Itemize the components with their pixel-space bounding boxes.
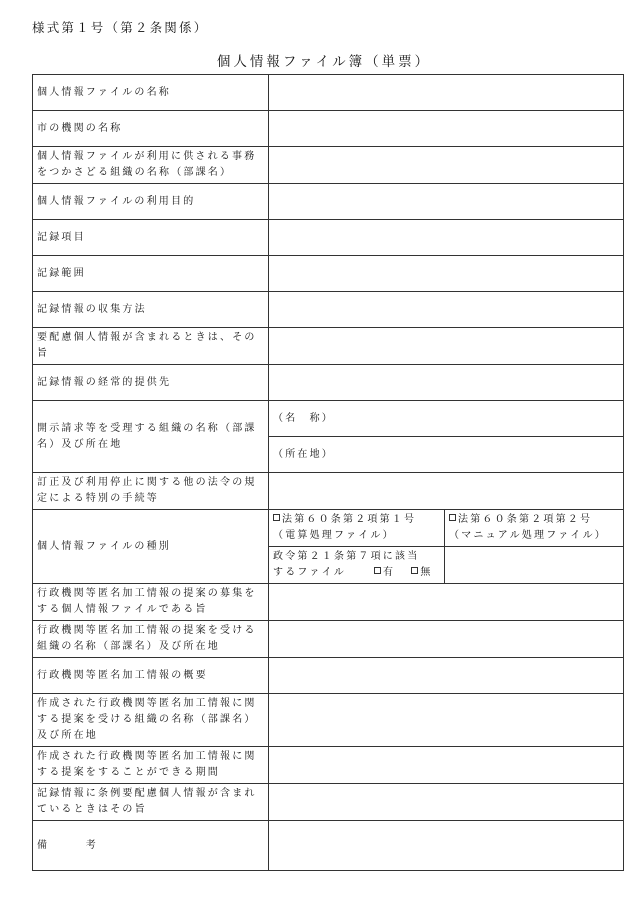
value-proposal-office[interactable] [269,621,624,658]
value-regular-recipient[interactable] [269,365,624,401]
ordinance-text-line2: するファイル [273,567,346,578]
value-purpose[interactable] [269,184,624,220]
ordinance-applicable-cell [269,547,445,584]
option-yes-label: 有 [383,567,396,578]
table-row [33,111,624,147]
label-ordinance-sensitive-info: 記録情報に条例要配慮個人情報が含まれているときはその旨 [33,784,269,821]
value-proposal-period[interactable] [269,747,624,784]
value-sensitive-info[interactable] [269,328,624,365]
label-record-scope: 記録範囲 [33,256,269,292]
option-manual-law: 法第６０条第２項第２号 [458,514,593,525]
value-disclosure-office-name[interactable]: （名 称） [269,401,624,437]
label-regular-recipient: 記録情報の経常的提供先 [33,365,269,401]
value-collection-method[interactable] [269,292,624,328]
option-manual-label: （マニュアル処理ファイル） [449,530,607,541]
file-register-table [32,74,624,871]
table-row [33,658,624,694]
label-sensitive-info: 要配慮個人情報が含まれるときは、その旨 [33,328,269,365]
label-anonymized-summary: 行政機関等匿名加工情報の概要 [33,658,269,694]
table-row [33,365,624,401]
value-anonymized-proposal-invite[interactable] [269,584,624,621]
label-special-procedure: 訂正及び利用停止に関する他の法令の規定による特別の手続等 [33,473,269,510]
table-row [33,621,624,658]
label-record-items: 記録項目 [33,220,269,256]
checkbox-manual[interactable] [449,514,456,521]
table-row [33,220,624,256]
label-proposal-office: 行政機関等匿名加工情報の提案を受ける組織の名称（部課名）及び所在地 [33,621,269,658]
file-type-option-electronic[interactable] [269,510,445,547]
table-row [33,694,624,747]
label-proposal-period: 作成された行政機関等匿名加工情報に関する提案をすることができる期間 [33,747,269,784]
value-created-proposal-office[interactable] [269,694,624,747]
value-record-scope[interactable] [269,256,624,292]
value-ordinance-sensitive-info[interactable] [269,784,624,821]
value-department[interactable] [269,147,624,184]
value-special-procedure[interactable] [269,473,624,510]
option-no-label: 無 [420,567,433,578]
label-created-proposal-office: 作成された行政機関等匿名加工情報に関する提案を受ける組織の名称（部課名）及び所在地 [33,694,269,747]
form-number: 様式第１号（第２条関係） [32,20,209,35]
table-row [33,747,624,784]
label-collection-method: 記録情報の収集方法 [33,292,269,328]
value-disclosure-office-address[interactable]: （所在地） [269,437,624,473]
table-row [33,784,624,821]
label-department: 個人情報ファイルが利用に供される事務をつかさどる組織の名称（部課名） [33,147,269,184]
table-row [33,401,624,437]
checkbox-no[interactable] [411,567,418,574]
value-file-name[interactable] [269,75,624,111]
label-file-type: 個人情報ファイルの種別 [33,510,269,584]
value-remarks[interactable] [269,821,624,871]
option-electronic-label: （電算処理ファイル） [273,530,395,541]
table-row [33,292,624,328]
table-row [33,147,624,184]
file-type-option-manual[interactable] [445,510,624,547]
table-row [33,510,624,547]
table-row [33,473,624,510]
label-remarks: 備 考 [33,821,269,871]
ordinance-text-line1: 政令第２１条第７項に該当 [273,551,420,562]
file-type-blank-cell [445,547,624,584]
table-row [33,821,624,871]
option-electronic-law: 法第６０条第２項第１号 [282,514,417,525]
document-title: 個人情報ファイル簿（単票） [216,54,432,70]
table-row [33,256,624,292]
label-disclosure-office: 開示請求等を受理する組織の名称（部課名）及び所在地 [33,401,269,473]
value-agency-name[interactable] [269,111,624,147]
label-file-name: 個人情報ファイルの名称 [33,75,269,111]
checkbox-electronic[interactable] [273,514,280,521]
table-row [33,328,624,365]
label-anonymized-proposal-invite: 行政機関等匿名加工情報の提案の募集をする個人情報ファイルである旨 [33,584,269,621]
label-agency-name: 市の機関の名称 [33,111,269,147]
table-row [33,184,624,220]
table-row [33,75,624,111]
label-purpose: 個人情報ファイルの利用目的 [33,184,269,220]
value-record-items[interactable] [269,220,624,256]
table-row [33,584,624,621]
value-anonymized-summary[interactable] [269,658,624,694]
checkbox-yes[interactable] [374,567,381,574]
